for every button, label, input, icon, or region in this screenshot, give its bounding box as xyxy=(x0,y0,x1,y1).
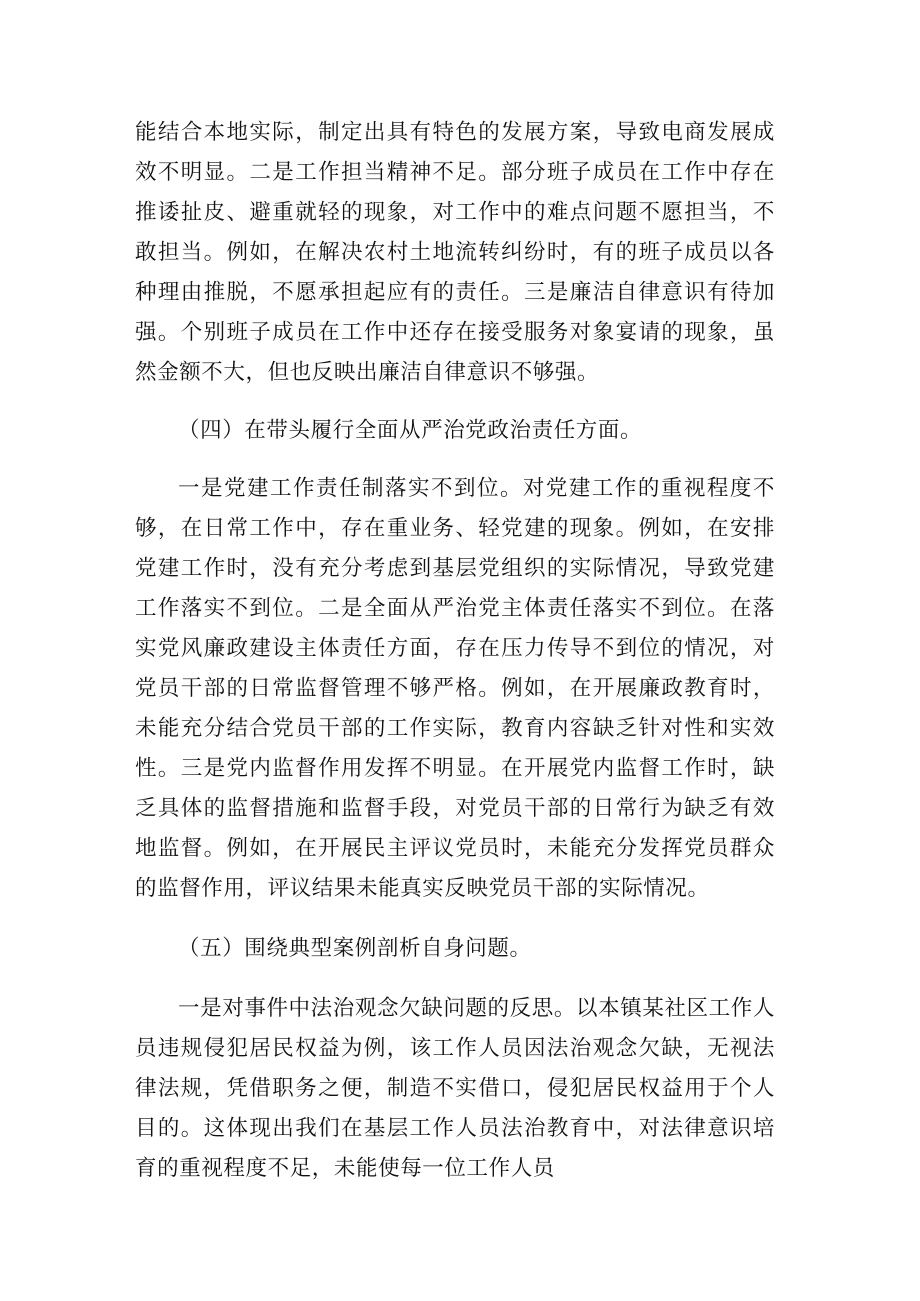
section-heading-four: （四）在带头履行全面从严治党政治责任方面。 xyxy=(178,418,643,443)
paragraph-party-responsibility: 一是党建工作责任制落实不到位。对党建工作的重视程度不够，在日常工作中，存在重业务、轻党建的现象。例如，在安排党建工作时，没有充分考虑到基层党组织的实际情况，导致党建工作落实不到位。二是全面从严治党主体责任落实不到位。在落实党风廉政建设主体责任方面，存在压力传导不到位的情况，对党员干部的日常监督管理不够严格。例如，在开展廉政教育时，未能充分结合党员干部的工作实际，教育内容缺乏针对性和实效性。三是党内监督作用发挥不明显。在开展党内监督工作时，缺乏具体的监督措施和监督手段，对党员干部的日常行为缺乏有效地监督。例如，在开展民主评议党员时，未能充分发挥党员群众的监督作用，评议结果未能真实反映党员干部的实际情况。 xyxy=(135,476,775,901)
paragraph-typical-case: 一是对事件中法治观念欠缺问题的反思。以本镇某社区工作人员违规侵犯居民权益为例，该工作人员因法治观念欠缺，无视法律法规，凭借职务之便，制造不实借口，侵犯居民权益用于个人目的。这体现出我们在基层工作人员法治教育中，对法律意识培育的重视程度不足，未能使每一位工作人员 xyxy=(135,996,775,1181)
section-heading-five: （五）围绕典型案例剖析自身问题。 xyxy=(178,936,532,961)
document-body xyxy=(135,113,775,1189)
paragraph-leadership-issues: 能结合本地实际，制定出具有特色的发展方案，导致电商发展成效不明显。二是工作担当精神不足。部分班子成员在工作中存在推诿扯皮、避重就轻的现象，对工作中的难点问题不愿担当，不敢担当。例如，在解决农村土地流转纠纷时，有的班子成员以各种理由推脱，不愿承担起应有的责任。三是廉洁自律意识有待加强。个别班子成员在工作中还存在接受服务对象宴请的现象，虽然金额不大，但也反映出廉洁自律意识不够强。 xyxy=(135,120,775,385)
